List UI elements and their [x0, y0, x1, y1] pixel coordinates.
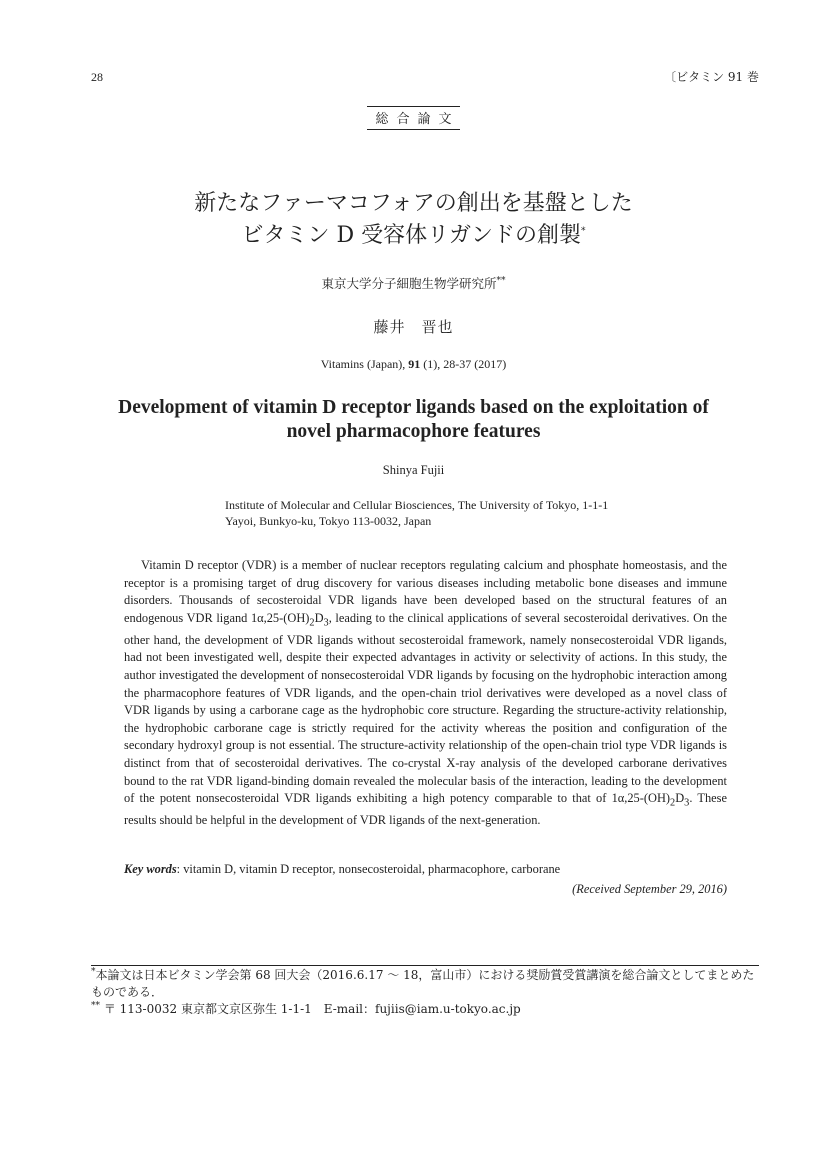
- title-footnote-mark: *: [580, 226, 586, 237]
- footnote-1-mark: *: [91, 967, 96, 977]
- japanese-title-line-2-text: ビタミン D 受容体リガンドの創製: [241, 223, 581, 248]
- citation-volume: 91: [408, 357, 421, 371]
- subscript: 3: [684, 797, 690, 809]
- abstract-part-3: . These results should be helpful in the development of VDR ligands of the next-generation.: [124, 791, 727, 828]
- japanese-affiliation-text: 東京大学分子細胞生物学研究所: [321, 276, 497, 291]
- keywords: [124, 862, 727, 877]
- english-affiliation-line-1: Institute of Molecular and Cellular Biosciences, The University of Tokyo, 1-1-1: [225, 498, 609, 512]
- english-affiliation-line-2: Yayoi, Bunkyo-ku, Tokyo 113-0032, Japan: [225, 514, 432, 528]
- footnote-divider: [91, 965, 759, 966]
- keywords-label: Key words: [124, 862, 177, 876]
- footnote-2: [91, 1001, 761, 1018]
- abstract-part-2: , leading to the clinical applications of several secosteroidal derivatives. On the other hand, the development of VDR ligands without secosteroidal framework, namely nonsecosteroidal VDR ligands, had not been investigated well, despite their expected advantages in activity or selectivity of actions. In this study, the author investigated the development of nonsecosteroidal VDR ligands by focusing on the hydrophobic interaction among the pharmacophore features of VDR ligands, and the open-chain triol derivatives were developed as a novel class of VDR ligands by using a carborane cage as the hydrophobic core structure. Regarding the structure-activity relationship, the hydrophobic carborane cage is strictly required for the activity whereas the position and configuration of the secondary hydroxyl group is not essential. The structure-activity relationship of the open-chain triol type VDR ligands is distinct from that of secosteroidal derivatives. The co-crystal X-ray analysis of the developed carborane derivatives bound to the rat VDR ligand-binding domain revealed the molecular basis of the interaction, leading to the development of the potent nonsecosteroidal VDR ligands exhibiting a high potency comparable to that of 1α,25-(OH): [124, 610, 727, 806]
- japanese-title-line-1-text: 新たなファーマコフォアの創出を基盤とした: [194, 191, 633, 216]
- affiliation-footnote-mark: **: [496, 275, 506, 286]
- japanese-title-line-1: [0, 186, 827, 217]
- footnote-1: [91, 967, 761, 1001]
- section-label-text: 総合論文: [367, 106, 459, 130]
- abstract-symbol: D: [675, 791, 685, 806]
- received-date: (Received September 29, 2016): [572, 882, 727, 896]
- abstract-part-1: Vitamin D receptor (VDR) is a member of nuclear receptors regulating calcium and phosphate homeostasis, and the receptor is a promising target of drug discovery for various diseases including metabolic bone diseases and immune disorders. Thousands of secosteroidal VDR ligands have been developed based on the structural features of an endogenous VDR ligand 1α,25-(OH): [124, 558, 727, 625]
- page-number: 28: [91, 70, 103, 84]
- abstract: [124, 557, 727, 830]
- japanese-author: 藤井 晋也: [373, 318, 454, 336]
- subscript: 2: [309, 617, 315, 629]
- japanese-affiliation: [0, 274, 827, 292]
- english-title: Development of vitamin D receptor ligands based on the exploitation of novel pharmacophore features: [118, 397, 709, 442]
- footnote-2-text: 〒 113-0032 東京都文京区弥生 1-1-1 E-mail：fujiis@iam.u-tokyo.ac.jp: [100, 1002, 521, 1016]
- journal-running-header: 〔ビタミン 91 巻: [664, 70, 759, 84]
- subscript: 3: [323, 617, 329, 629]
- footnote-2-mark: **: [91, 1001, 100, 1011]
- english-author: Shinya Fujii: [382, 463, 445, 477]
- keywords-text: : vitamin D, vitamin D receptor, nonsecosteroidal, pharmacophore, carborane: [176, 862, 561, 876]
- subscript: 2: [670, 797, 676, 809]
- abstract-symbol: D: [314, 610, 324, 625]
- citation: [0, 357, 827, 372]
- citation-suffix: (1), 28-37 (2017): [420, 357, 507, 371]
- japanese-title-line-2: [0, 218, 827, 249]
- citation-prefix: Vitamins (Japan),: [320, 357, 409, 371]
- footnote-1-text: 本論文は日本ビタミン学会第 68 回大会（2016.6.17 ～ 18，富山市）における奨励賞受賞講演を総合論文としてまとめたものである．: [91, 968, 755, 999]
- section-label: [0, 106, 827, 130]
